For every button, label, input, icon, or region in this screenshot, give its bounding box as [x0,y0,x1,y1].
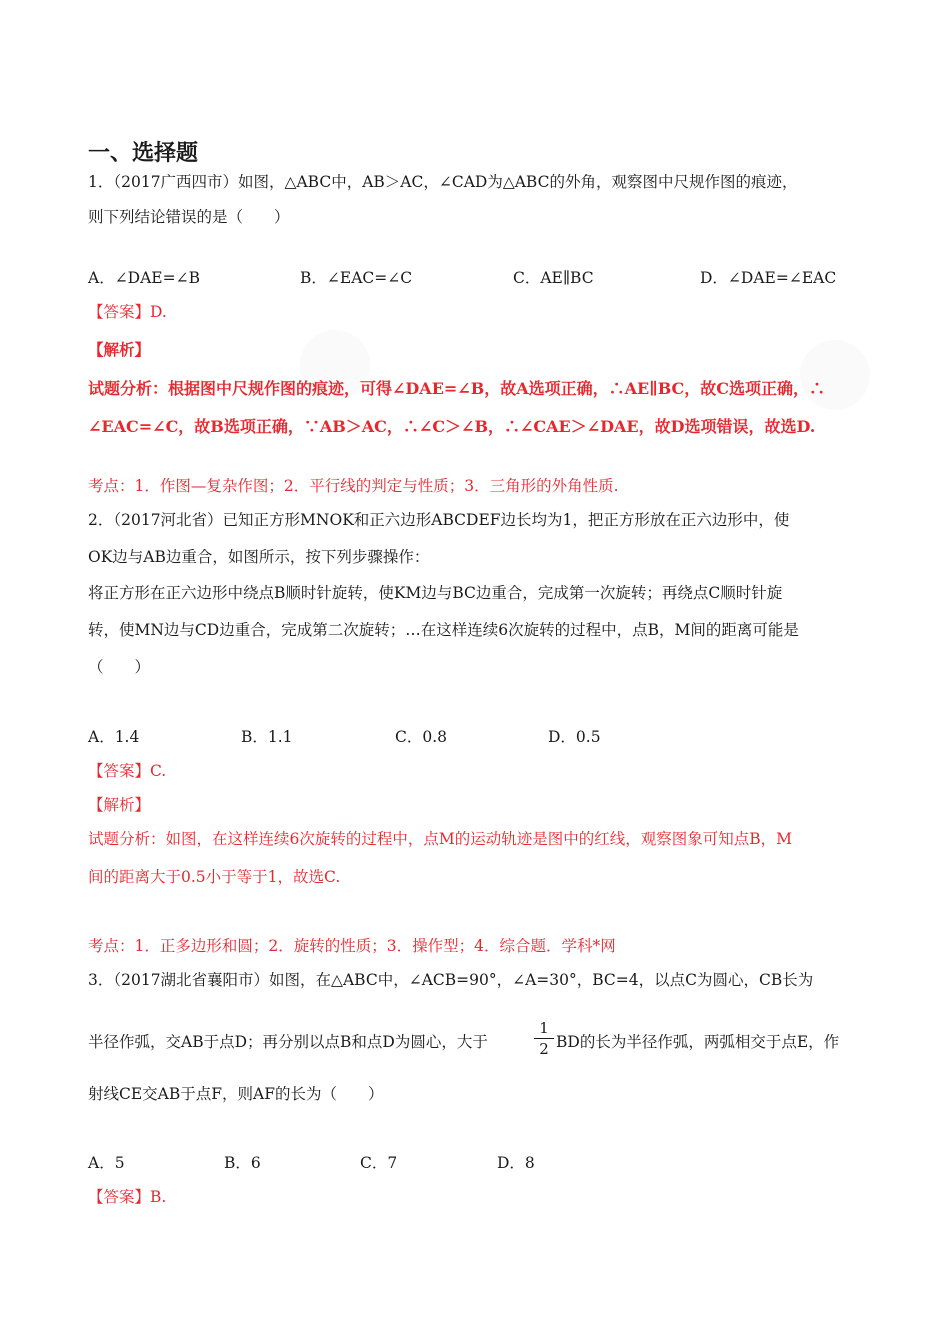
q3-line-2b: BD的长为半径作弧，两弧相交于点E，作 [556,1033,840,1051]
q1-option-c: C．AE∥BC [513,269,594,287]
q1-option-a: A．∠DAE=∠B [88,269,200,287]
q1-option-b: B．∠EAC=∠C [300,269,413,287]
q3-line-2a: 半径作弧，交AB于点D；再分别以点B和点D为圆心，大于 [88,1033,488,1051]
q2-analysis-line-1: 试题分析：如图，在这样连续6次旋转的过程中，点M的运动轨迹是图中的红线，观察图象可知点B，M [88,830,792,848]
fraction-bar [534,1038,554,1039]
q3-option-c: C．7 [360,1154,398,1172]
q3-option-a: A．5 [88,1154,125,1172]
q1-analysis-label: 【解析】 [88,340,151,359]
q1-option-d: D．∠DAE=∠EAC [700,269,837,287]
section-title: 一、选择题 [88,141,199,166]
q2-option-c: C．0.8 [395,728,448,746]
q2-line-2: OK边与AB边重合，如图所示，按下列步骤操作： [88,548,430,566]
q2-option-d: D．0.5 [548,728,601,746]
q2-line-1: 2．（2017河北省）已知正方形MNOK和正六边形ABCDEF边长均为1，把正方形放在正六边形中，使 [88,511,790,529]
q1-analysis-line-1: 试题分析：根据图中尺规作图的痕迹，可得∠DAE=∠B，故A选项正确，∴AE∥BC，故C选项正确，∴ [88,379,826,398]
watermark-stamp [286,316,383,413]
q1-analysis-line-2: ∠EAC=∠C，故B选项正确，∵AB＞AC，∴∠C＞∠B，∴∠CAE＞∠DAE，故D选项错误，故选D. [88,417,816,436]
q2-answer: 【答案】C. [88,762,167,780]
q3-line-3: 射线CE交AB于点F，则AF的长为（ ） [88,1085,384,1103]
q2-option-b: B．1.1 [241,728,293,746]
q2-line-3: 将正方形在正六边形中绕点B顺时针旋转，使KM边与BC边重合，完成第一次旋转；再绕点C顺时针旋 [88,584,783,602]
q2-analysis-label: 【解析】 [88,796,151,814]
q2-line-5: （ ） [88,658,151,676]
q3-option-d: D．8 [497,1154,535,1172]
q2-option-a: A．1.4 [88,728,140,746]
q1-kaodian: 考点：1．作图—复杂作图；2．平行线的判定与性质；3．三角形的外角性质. [88,477,619,495]
watermark-stamp [786,326,883,423]
q1-line-2: 则下列结论错误的是（ ） [88,208,290,226]
q3-line-1: 3．（2017湖北省襄阳市）如图，在△ABC中，∠ACB=90°，∠A=30°，BC=4，以点C为圆心，CB长为 [88,971,814,989]
q2-line-4: 转，使MN边与CD边重合，完成第二次旋转；…在这样连续6次旋转的过程中，点B，M间的距离可能是 [88,621,799,639]
q1-line-1: 1．（2017广西四市）如图，△ABC中，AB＞AC，∠CAD为△ABC的外角，观察图中尺规作图的痕迹， [88,173,798,191]
q2-analysis-line-2: 间的距离大于0.5小于等于1，故选C. [88,868,341,886]
fraction-numerator: 1 [539,1019,549,1037]
q3-answer: 【答案】B. [88,1188,167,1206]
one-half-fraction [534,1019,554,1058]
q3-option-b: B．6 [224,1154,261,1172]
q1-answer: 【答案】D. [88,303,167,321]
fraction-denominator: 2 [539,1040,549,1058]
q2-kaodian: 考点：1．正多边形和圆；2．旋转的性质；3．操作型；4．综合题．学科*网 [88,937,616,955]
